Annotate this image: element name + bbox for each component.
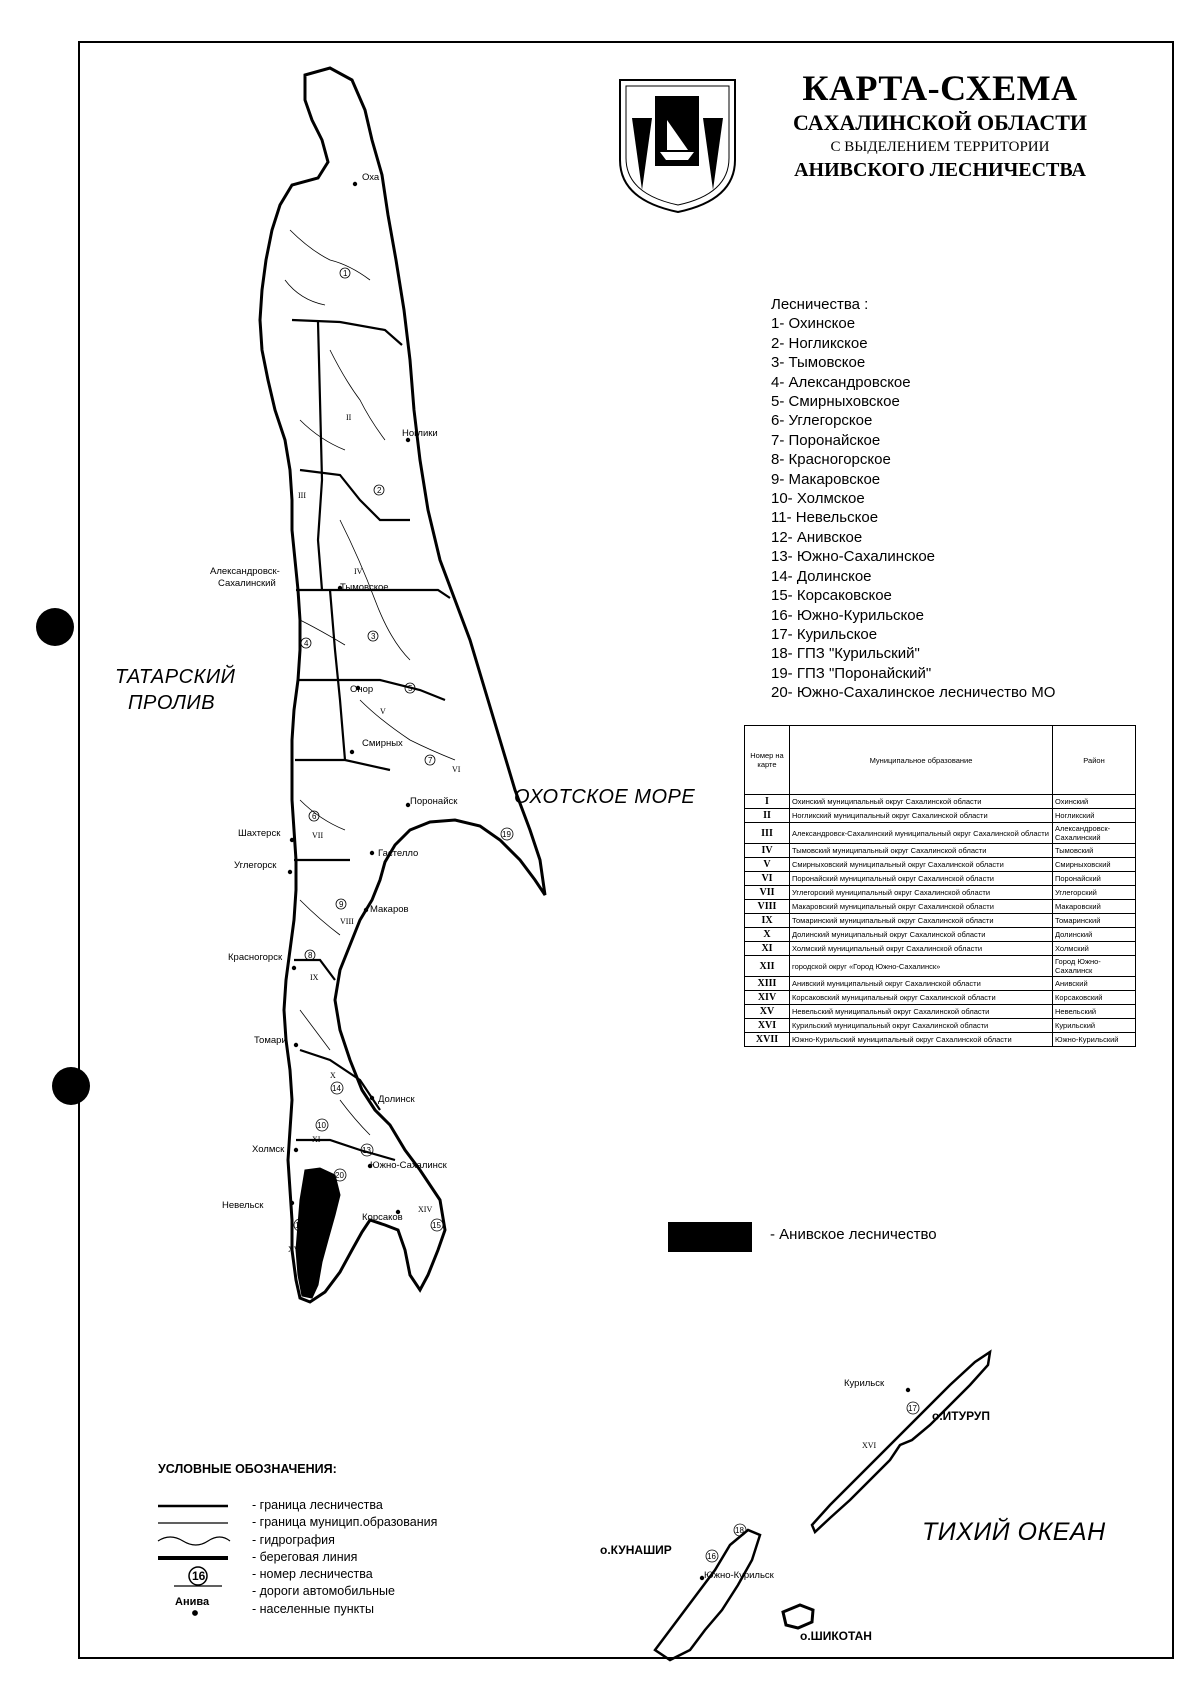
table-cell-number: XIV [745,991,790,1005]
forestry-number-15 [431,1219,443,1231]
island-shikotan-label: о.ШИКОТАН [800,1629,872,1643]
convention-item: - населенные пункты [252,1601,374,1616]
table-cell-municipality: Тымовский муниципальный округ Сахалинской области [790,844,1053,858]
numeral-IV: IV [354,567,363,576]
table-cell-municipality: Томаринский муниципальный округ Сахалинской области [790,914,1053,928]
forestry-item: 1- Охинское [771,315,856,333]
numeral-XV: XV [288,1245,300,1254]
town-aleksandrovsk-1: Александровск- [210,566,280,577]
town-smirnykh: Смирных [362,738,403,749]
anivskoe-legend-swatch [668,1222,752,1252]
table-row [745,900,1136,914]
forestry-item: 16- Южно-Курильское [771,606,924,624]
numeral-XVI: XVI [862,1441,877,1450]
forestry-item: 3- Тымовское [771,354,866,372]
svg-text:5: 5 [408,684,413,693]
title-line-2: САХАЛИНСКОЙ ОБЛАСТИ [792,110,1088,135]
forestry-item: 11- Невельское [771,509,879,527]
svg-text:6: 6 [312,812,317,821]
table-cell-number: VI [745,872,790,886]
table-cell-number: V [745,858,790,872]
tatar-strait-label-2: ПРОЛИВ [128,692,216,714]
forestry-item: 9- Макаровское [771,470,881,488]
town-onor: Онор [350,684,374,695]
table-cell-number: II [745,809,790,823]
forestry-number-10 [316,1119,328,1131]
town-uglegorsk: Углегорск [234,860,277,871]
table-cell-municipality: Долинский муниципальный округ Сахалинской области [790,928,1053,942]
table-row [745,858,1136,872]
okhotsk-sea-label: ОХОТСКОЕ МОРЕ [514,786,696,808]
town-yuzhno-kurilsk: Южно-Курильск [704,1570,774,1581]
table-cell-district: Макаровский [1053,900,1136,914]
table-row [745,1033,1136,1047]
table-cell-number: XVII [745,1033,790,1047]
pacific-ocean-label: ТИХИЙ ОКЕАН [922,1518,1106,1546]
table-row [745,809,1136,823]
svg-text:9: 9 [339,900,344,909]
town-shakhtersk: Шахтерск [238,828,281,839]
table-cell-municipality: Углегорский муниципальный округ Сахалинской области [790,886,1053,900]
svg-text:11: 11 [295,1221,304,1230]
forestry-item: 19- ГПЗ "Поронайский" [771,664,932,682]
svg-text:2: 2 [377,486,382,495]
forestry-number-1 [340,268,350,278]
title-line-1: КАРТА-СХЕМА [802,68,1078,108]
town-poronaysk: Поронайск [410,796,458,807]
forestry-item: 18- ГПЗ "Курильский" [771,645,920,663]
table-row [745,886,1136,900]
numeral-V: V [380,707,386,716]
town-makarov: Макаров [370,904,409,915]
table-cell-municipality: Охинский муниципальный округ Сахалинской области [790,795,1053,809]
iturup-island [812,1352,990,1532]
convention-item: - номер лесничества [252,1567,373,1582]
forestry-number-3 [368,631,378,641]
svg-text:7: 7 [428,756,433,765]
svg-text:10: 10 [317,1121,326,1130]
svg-text:18: 18 [735,1526,744,1535]
table-cell-district: Поронайский [1053,872,1136,886]
town-tomari: Томари [254,1035,287,1046]
table-cell-number: VIII [745,900,790,914]
forestry-number-7 [425,755,435,765]
table-cell-district: Охинский [1053,795,1136,809]
table-row [745,928,1136,942]
table-row [745,1005,1136,1019]
town-krasnogorsk: Красногорск [228,952,283,963]
forestry-number-14 [331,1082,343,1094]
table-cell-number: IX [745,914,790,928]
table-row [745,977,1136,991]
town-okha: Оха [362,172,380,183]
forestry-number-16 [706,1550,718,1562]
forestry-number-9 [336,899,346,909]
town-gastello: Гастелло [378,848,419,859]
table-header-municipality: Муниципальное образование [790,726,1053,795]
table-cell-municipality: Корсаковский муниципальный округ Сахалинской области [790,991,1053,1005]
svg-text:19: 19 [502,830,511,839]
table-row [745,795,1136,809]
numeral-XI: XI [312,1135,321,1144]
numeral-XIV: XIV [418,1205,433,1214]
table-cell-district: Ногликский [1053,809,1136,823]
forestry-number-19 [501,828,513,840]
table-cell-municipality: Южно-Курильский муниципальный округ Сахалинской области [790,1033,1053,1047]
svg-text:15: 15 [432,1221,441,1230]
forestry-item: 8- Красногорское [771,451,891,469]
town-kurilsk: Курильск [844,1378,885,1389]
convention-item: - береговая линия [252,1549,358,1564]
svg-text:14: 14 [332,1084,341,1093]
convention-item: - гидрография [252,1532,335,1547]
svg-text:13: 13 [362,1146,371,1155]
table-cell-district: Долинский [1053,928,1136,942]
forestry-item: 5- Смирныховское [771,393,900,411]
table-cell-district: Углегорский [1053,886,1136,900]
table-cell-number: I [745,795,790,809]
table-row [745,942,1136,956]
table-cell-number: XV [745,1005,790,1019]
table-cell-number: X [745,928,790,942]
forestry-item: 7- Поронайское [771,431,881,449]
svg-text:16: 16 [707,1552,716,1561]
forestry-item: 17- Курильское [771,625,878,643]
forestry-number-17 [907,1402,919,1414]
svg-text:1: 1 [343,269,348,278]
numeral-VII: VII [312,831,324,840]
table-cell-municipality: Ногликский муниципальный округ Сахалинской области [790,809,1053,823]
svg-text:8: 8 [308,951,313,960]
table-cell-municipality: Курильский муниципальный округ Сахалинской области [790,1019,1053,1033]
table-body [745,795,1136,1047]
forestry-item: 2- Ногликское [771,334,868,352]
table-cell-municipality: Смирныховский муниципальный округ Сахалинской области [790,858,1053,872]
numeral-VI: VI [452,765,461,774]
conventions-heading: УСЛОВНЫЕ ОБОЗНАЧЕНИЯ: [158,1462,337,1476]
svg-text:20: 20 [335,1171,344,1180]
town-tymovskoe: Тымовское [340,582,389,593]
convention-item: - граница лесничества [252,1498,383,1512]
table-cell-number: VII [745,886,790,900]
coat-of-arms-icon [620,80,735,212]
convention-item: - дороги автомобильные [252,1584,395,1599]
table-cell-municipality: городской округ «Город Южно-Сахалинск» [790,956,1053,977]
forestry-item: 10- Холмское [771,490,865,508]
table-cell-number: XII [745,956,790,977]
svg-text:4: 4 [304,639,309,648]
table-cell-district: Александровск-Сахалинский [1053,823,1136,844]
table-cell-municipality: Анивский муниципальный округ Сахалинской области [790,977,1053,991]
table-cell-district: Холмский [1053,942,1136,956]
forestry-item: 4- Александровское [771,373,911,391]
table-cell-district: Корсаковский [1053,991,1136,1005]
hydrography [285,230,455,1135]
convention-item: - граница муницип.образования [252,1515,438,1530]
island-kunashir-label: о.КУНАШИР [600,1543,672,1557]
table-row [745,844,1136,858]
numeral-III: III [298,491,306,500]
table-cell-municipality: Холмский муниципальный округ Сахалинской области [790,942,1053,956]
table-cell-municipality: Макаровский муниципальный округ Сахалинской области [790,900,1053,914]
town-yuzhno-sakhalinsk: Южно-Сахалинск [370,1160,447,1171]
table-cell-district: Город Южно-Сахалинск [1053,956,1136,977]
tatar-strait-label-1: ТАТАРСКИЙ [115,666,236,688]
table-cell-number: III [745,823,790,844]
town-dolinsk: Долинск [378,1094,415,1105]
forestry-number-4 [301,638,311,648]
forestry-item: 13- Южно-Сахалинское [771,548,936,566]
town-korsakov: Корсаков [362,1212,403,1223]
title-line-4: АНИВСКОГО ЛЕСНИЧЕСТВА [794,159,1086,181]
island-iturup-label: о.ИТУРУП [932,1409,991,1423]
anivskoe-legend-label: - Анивское лесничество [770,1226,937,1243]
svg-text:17: 17 [908,1404,917,1413]
table-cell-district: Томаринский [1053,914,1136,928]
forestry-number-8 [305,950,315,960]
forestry-number-2 [374,485,384,495]
table-row [745,991,1136,1005]
table-cell-district: Курильский [1053,1019,1136,1033]
town-aleksandrovsk-2: Сахалинский [218,578,276,589]
town-kholmsk: Холмск [252,1144,285,1155]
forestry-number-6 [309,811,319,821]
table-cell-municipality: Александровск-Сахалинский муниципальный округ Сахалинской области [790,823,1053,844]
table-row [745,1019,1136,1033]
table-cell-number: XIII [745,977,790,991]
table-cell-municipality: Поронайский муниципальный округ Сахалинской области [790,872,1053,886]
forestries-heading: Лесничества : [771,296,869,313]
convention-number-sample: 16 [192,1569,206,1583]
table-cell-district: Тымовский [1053,844,1136,858]
forestry-number-18 [734,1524,746,1536]
forestry-item: 14- Долинское [771,567,872,585]
forestry-number-13 [361,1144,373,1156]
convention-town-sample: Анива [175,1596,210,1608]
table-cell-district: Южно-Курильский [1053,1033,1136,1047]
table-row [745,956,1136,977]
table-cell-number: IV [745,844,790,858]
forestries-legend [771,295,1055,703]
municipal-table [744,725,1136,1047]
svg-text:3: 3 [371,632,376,641]
table-cell-district: Анивский [1053,977,1136,991]
town-nogliki: Ноглики [402,428,438,439]
map-title [740,68,1140,182]
forestry-item: 15- Корсаковское [771,587,892,605]
table-row [745,914,1136,928]
shikotan-island [783,1605,813,1628]
table-cell-number: XVI [745,1019,790,1033]
forestry-item: 20- Южно-Сахалинское лесничество МО [771,684,1056,702]
town-nevelsk: Невельск [222,1200,264,1211]
numeral-VIII: VIII [340,917,354,926]
title-line-3: С ВЫДЕЛЕНИЕМ ТЕРРИТОРИИ [830,139,1050,155]
table-header-number: Номер на карте [745,726,790,795]
numeral-X: X [330,1071,336,1080]
table-header-district: Район [1053,726,1136,795]
table-cell-district: Невельский [1053,1005,1136,1019]
table-header-row [745,726,1136,795]
forestry-item: 12- Анивское [771,528,863,546]
table-cell-district: Смирныховский [1053,858,1136,872]
table-cell-municipality: Невельский муниципальный округ Сахалинской области [790,1005,1053,1019]
table-row [745,823,1136,844]
table-cell-number: XI [745,942,790,956]
numeral-IX: IX [310,973,319,982]
numeral-II: II [346,413,352,422]
forestry-item: 6- Углегорское [771,412,873,430]
forestry-number-20 [334,1169,346,1181]
conventions-list [252,1497,437,1618]
table-row [745,872,1136,886]
